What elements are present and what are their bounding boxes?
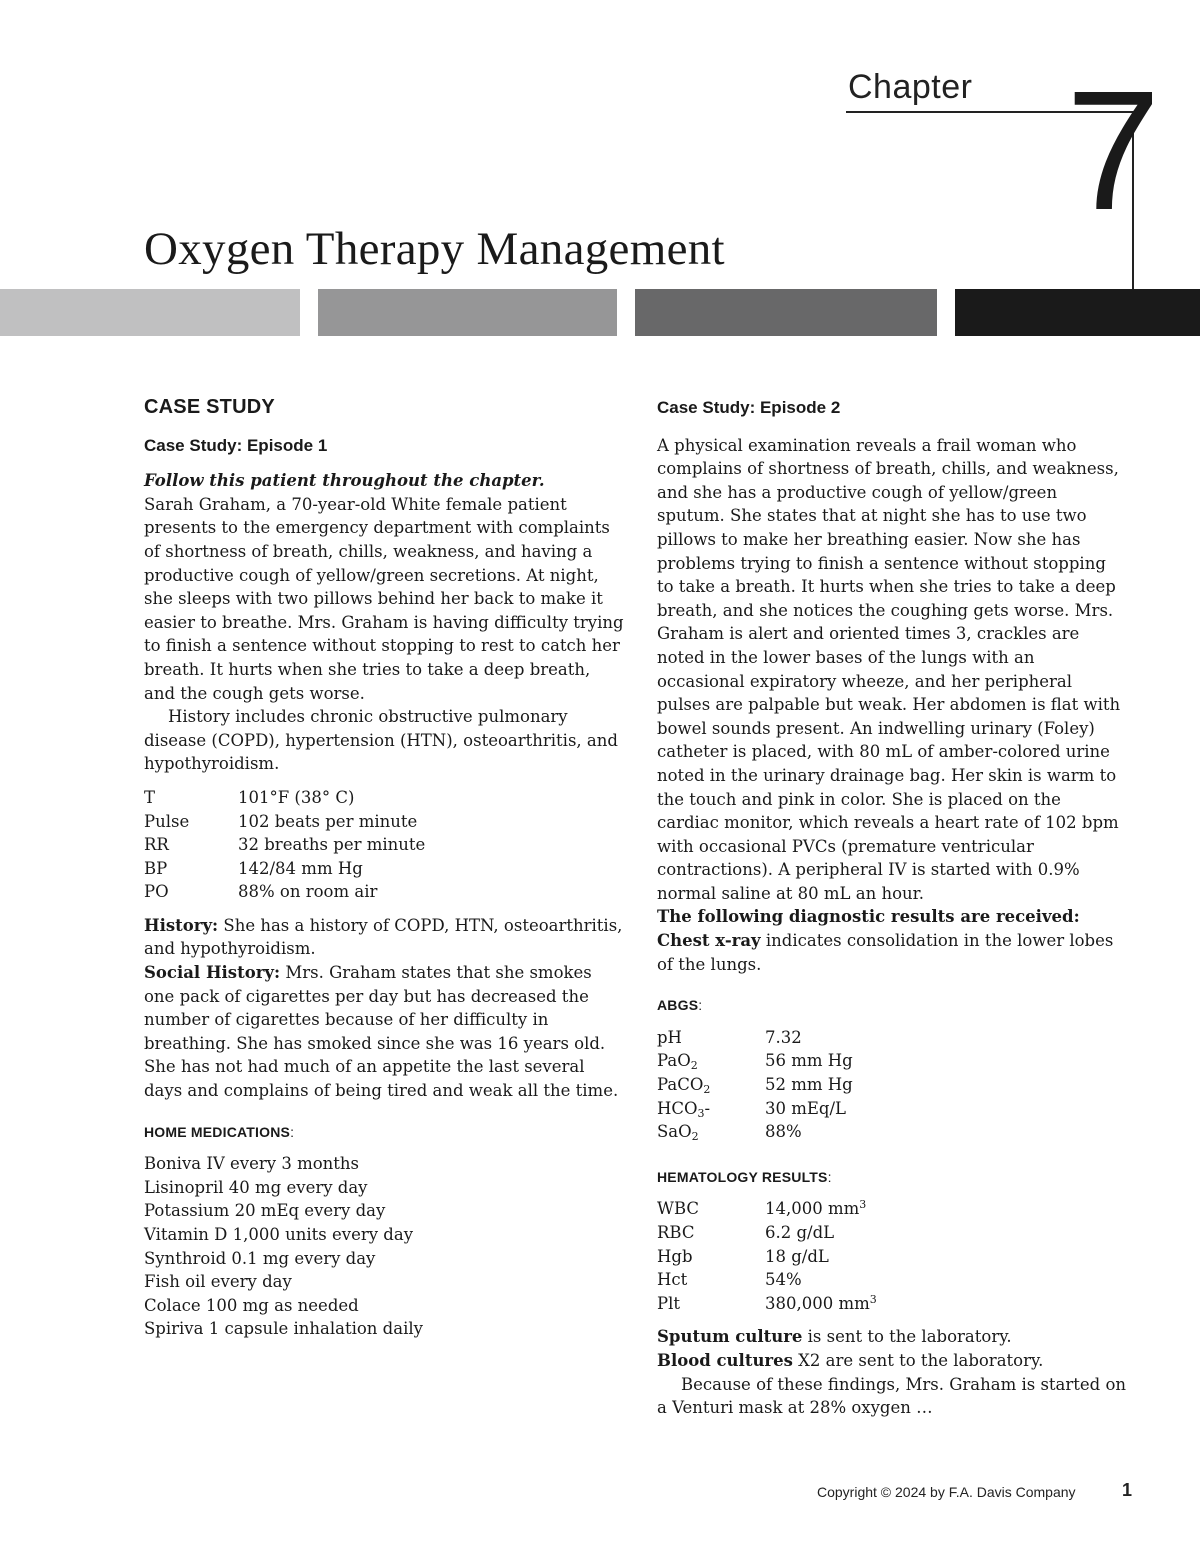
left-column bbox=[144, 396, 624, 1341]
hematology-colon: : bbox=[827, 1168, 832, 1185]
table-row bbox=[144, 786, 425, 810]
vital-value: 88% on room air bbox=[238, 882, 378, 902]
right-column bbox=[657, 396, 1127, 1420]
header-bar-dark bbox=[635, 289, 937, 336]
vital-value: 32 breaths per minute bbox=[238, 835, 426, 855]
vital-value: 142/84 mm Hg bbox=[238, 858, 363, 878]
table-row bbox=[657, 1292, 877, 1316]
abg-value: 7.32 bbox=[765, 1027, 802, 1047]
chapter-label: Chapter bbox=[848, 68, 973, 106]
chapter-title: Oxygen Therapy Management bbox=[144, 223, 725, 275]
table-row bbox=[144, 810, 425, 834]
hema-label: WBC bbox=[657, 1199, 700, 1219]
blood-label: Blood cultures bbox=[657, 1350, 793, 1370]
intro-paragraph: Sarah Graham, a 70-year-old White female patient presents to the emergency department with complaints of shortness of breath, chills, weakness, and having a productive cough of yellow/green secretions. At night, she sleeps with two pillows behind her back to make it easier to breathe. Mrs. Graham is having difficulty trying to finish a sentence without stopping to rest to catch her breath. It hurts when she tries to take a deep breath, and the cough gets worse. bbox=[144, 494, 624, 703]
page-number: 1 bbox=[1122, 1480, 1133, 1500]
sputum-text: is sent to the laboratory. bbox=[802, 1327, 1012, 1347]
social-label: Social History: bbox=[144, 963, 281, 983]
list-item: Boniva IV every 3 months bbox=[144, 1154, 360, 1174]
chest-text: indicates consolidation in the lower lobes of the lungs. bbox=[657, 931, 1114, 974]
history-line bbox=[144, 914, 624, 961]
history-paragraph: History includes chronic obstructive pulmonary disease (COPD), hypertension (HTN), osteoarthritis, and hypothyroidism. bbox=[144, 707, 618, 774]
episode2-heading: Case Study: Episode 2 bbox=[657, 398, 841, 417]
vital-label: BP bbox=[144, 858, 168, 878]
vital-label: RR bbox=[144, 835, 169, 855]
vital-label: PO bbox=[144, 882, 169, 902]
header-bar-mid bbox=[318, 289, 617, 336]
hema-label: Plt bbox=[657, 1293, 681, 1313]
hema-label: Hgb bbox=[657, 1246, 693, 1266]
episode1-heading: Case Study: Episode 1 bbox=[144, 435, 328, 455]
table-row bbox=[657, 1120, 853, 1144]
table-row bbox=[657, 1197, 877, 1221]
list-item: Colace 100 mg as needed bbox=[144, 1295, 359, 1315]
chapter-number: 7 bbox=[1066, 56, 1161, 246]
table-row bbox=[657, 1221, 877, 1245]
hematology-heading bbox=[657, 1166, 1127, 1190]
chest-label: Chest x-ray bbox=[657, 931, 761, 951]
social-history bbox=[144, 961, 624, 1103]
hematology-table bbox=[657, 1197, 877, 1315]
sputum-line bbox=[657, 1325, 1127, 1349]
hema-value: 54% bbox=[765, 1270, 802, 1290]
social-text: Mrs. Graham states that she smokes one pack of cigarettes per day but has decreased the number of cigarettes because of her difficulty in breathing. She has smoked since she was 16 years old. She has not had much of an appetite the last several days and complains of being tired and weak all the time. bbox=[144, 963, 619, 1101]
blood-line bbox=[657, 1349, 1127, 1373]
table-row bbox=[657, 1097, 853, 1121]
hema-value: 380,000 $mm^3$ bbox=[765, 1292, 877, 1313]
hema-label: Hct bbox=[657, 1270, 688, 1290]
vital-value: 102 beats per minute bbox=[238, 811, 418, 831]
table-row bbox=[657, 1026, 853, 1050]
abg-value: 56 mm Hg bbox=[765, 1051, 853, 1071]
table-row bbox=[657, 1268, 877, 1292]
table-row bbox=[144, 880, 425, 904]
closing-paragraph: Because of these findings, Mrs. Graham is started on a Venturi mask at 28% oxygen … bbox=[657, 1374, 1127, 1418]
abg-label: SaO$_2$ bbox=[657, 1122, 699, 1144]
vital-value: 101°F (38° C) bbox=[238, 787, 355, 807]
abg-label: $HCO_3-$ bbox=[657, 1098, 711, 1120]
exam-paragraph: A physical examination reveals a frail woman who complains of shortness of breath, chills, and weakness, and she has a productive cough of yellow/green sputum. She states that at night she has to use two pillows to make her breathing easier. Now she has problems trying to finish a sentence without stopping to take a breath. It hurts when she tries to take a deep breath, and she notices the coughing gets worse. Mrs. Graham is alert and oriented times 3, crackles are noted in the lower bases of the lungs with an occasional expiratory wheeze, and her peripheral pulses are palpable but weak. Her abdomen is flat with bowel sounds present. An indwelling urinary (Foley) catheter is placed, with 80 mL of amber-colored urine noted in the urinary drainage bag. Her skin is warm to the touch and pink in color. She is placed on the cardiac monitor, which reveals a heart rate of 102 bpm with occasional PVCs (premature ventricular contractions). A peripheral IV is started with 0.9% normal saline at 80 mL an hour. bbox=[657, 435, 1121, 903]
abgs-heading bbox=[657, 994, 1127, 1018]
abg-value: 52 mm Hg bbox=[765, 1075, 853, 1095]
list-item: Spiriva 1 capsule inhalation daily bbox=[144, 1319, 423, 1339]
table-row bbox=[144, 833, 425, 857]
follow-note: Follow this patient throughout the chapter. bbox=[144, 471, 545, 491]
hema-label: RBC bbox=[657, 1223, 695, 1242]
vitals-table bbox=[144, 786, 425, 904]
table-row bbox=[144, 857, 425, 881]
table-row bbox=[657, 1073, 853, 1097]
copyright: Copyright © 2024 by F.A. Davis Company bbox=[817, 1484, 1076, 1500]
abgs-table bbox=[657, 1026, 853, 1144]
table-row bbox=[657, 1049, 853, 1073]
vital-label: T bbox=[144, 787, 156, 807]
header-bar-light bbox=[0, 289, 300, 336]
list-item: Synthroid 0.1 mg every day bbox=[144, 1248, 376, 1268]
hema-value: 18 g/dL bbox=[765, 1246, 829, 1266]
case-study-heading: CASE STUDY bbox=[144, 396, 275, 418]
history-label: History: bbox=[144, 915, 219, 935]
abg-label: PaCO$_2$ bbox=[657, 1075, 711, 1097]
chest-xray bbox=[657, 929, 1127, 976]
abgs-colon: : bbox=[698, 997, 703, 1014]
hema-value: 6.2 g/dL bbox=[765, 1223, 835, 1242]
hematology-heading-text: HEMATOLOGY RESULTS bbox=[657, 1168, 828, 1185]
sputum-label: Sputum culture bbox=[657, 1327, 803, 1347]
table-row bbox=[657, 1245, 877, 1269]
history-text: She has a history of COPD, HTN, osteoarthritis, and hypothyroidism. bbox=[144, 915, 623, 959]
medications-list bbox=[144, 1152, 624, 1341]
home-meds-colon: : bbox=[290, 1123, 295, 1140]
diagnostic-heading: The following diagnostic results are received: bbox=[657, 907, 1080, 927]
home-meds-heading-text: HOME MEDICATIONS bbox=[144, 1123, 291, 1140]
home-meds-heading bbox=[144, 1121, 624, 1145]
abg-value: 88% bbox=[765, 1122, 802, 1142]
abg-label: pH bbox=[657, 1027, 682, 1047]
list-item: Fish oil every day bbox=[144, 1272, 292, 1292]
header-bar-black bbox=[955, 289, 1200, 336]
list-item: Vitamin D 1,000 units every day bbox=[144, 1225, 414, 1244]
hema-value: 14,000 $mm^3$ bbox=[765, 1198, 867, 1219]
abg-value: 30 mEq/L bbox=[765, 1098, 847, 1118]
blood-text: X2 are sent to the laboratory. bbox=[792, 1350, 1044, 1370]
vital-label: Pulse bbox=[144, 811, 190, 831]
list-item: Lisinopril 40 mg every day bbox=[144, 1177, 368, 1197]
list-item: Potassium 20 mEq every day bbox=[144, 1201, 386, 1221]
abgs-heading-text: ABGS bbox=[657, 997, 699, 1014]
abg-label: PaO$_2$ bbox=[657, 1051, 698, 1073]
